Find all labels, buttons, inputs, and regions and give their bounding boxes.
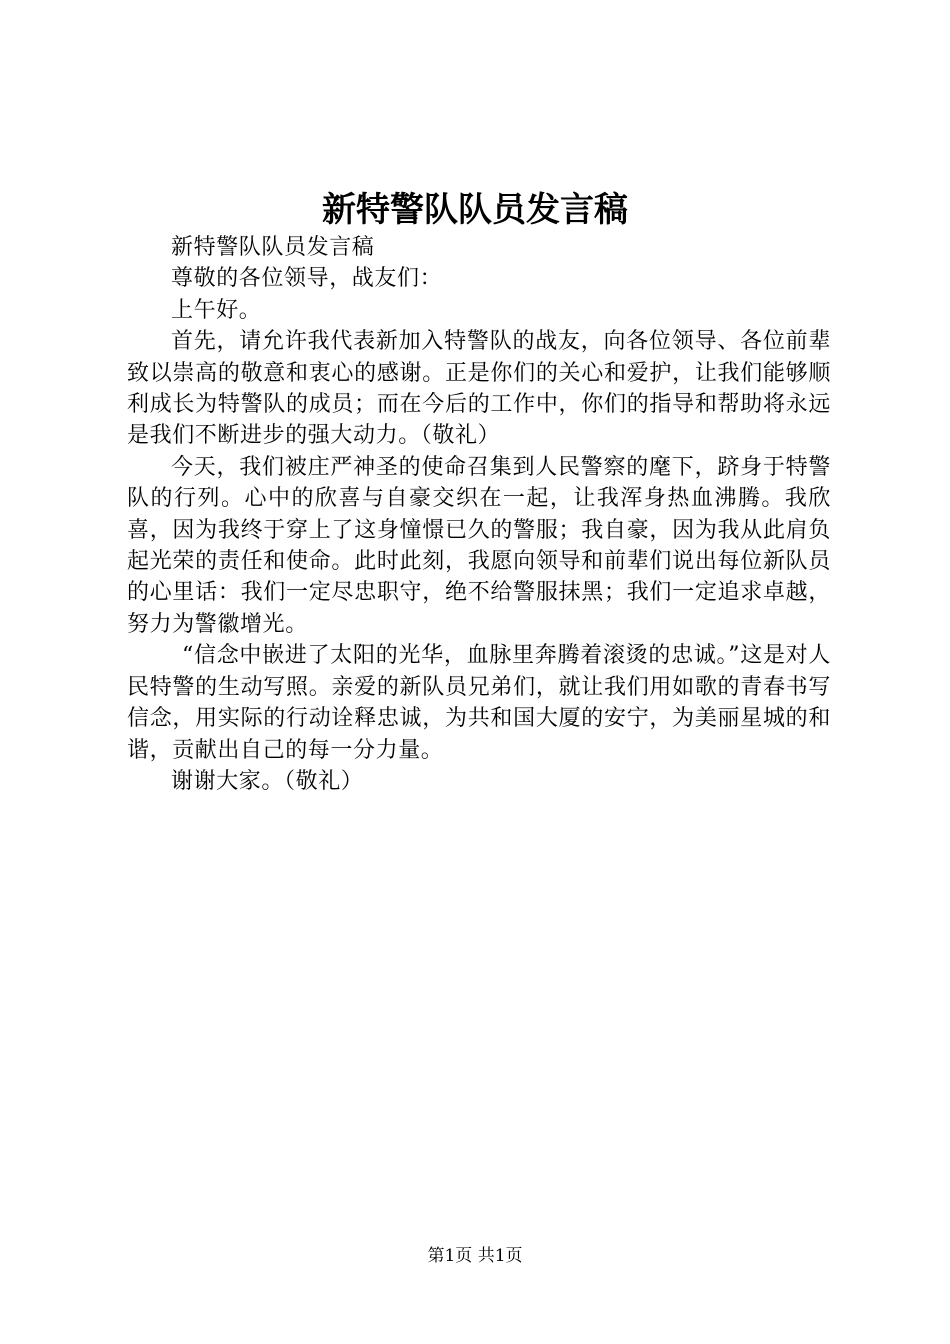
- paragraph-salutation: 尊敬的各位领导，战友们：: [171, 266, 443, 292]
- paragraph-today: 今天，我们被庄严神圣的使命召集到人民警察的麾下，跻身于特警队的行列。心中的欣喜与自豪交织在一起，让我浑身热血沸腾。我欣喜，因为我终于穿上了这身憧憬已久的警服；我自豪，因为我从此肩负起光荣的责任和使命。此时此刻，我愿向领导和前辈们说出每位新队员的心里话：我们一定尽忠职守，绝不给警服抹黑；我们一定追求卓越，努力为警徽增光。: [127, 454, 831, 637]
- document-title: 新特警队队员发言稿: [322, 190, 628, 230]
- paragraph-heading-repeat: 新特警队队员发言稿: [171, 235, 375, 260]
- paragraph-greeting: 上午好。: [171, 297, 262, 323]
- document-body: [127, 232, 831, 797]
- paragraph-closing: 谢谢大家。（敬礼）: [171, 768, 364, 794]
- page-number-footer: 第1页 共1页: [427, 1246, 523, 1266]
- paragraph-thanks: 首先，请允许我代表新加入特警队的战友，向各位领导、各位前辈致以崇高的敬意和衷心的感谢。正是你们的关心和爱护，让我们能够顺利成长为特警队的成员；而在今后的工作中，你们的指导和帮助将永远是我们不断进步的强大动力。（敬礼）: [127, 329, 831, 449]
- paragraph-quote: “信念中嵌进了太阳的光华，血脉里奔腾着滚烫的忠诚。”这是对人民特警的生动写照。亲爱的新队员兄弟们，就让我们用如歌的青春书写信念，用实际的行动诠释忠诚，为共和国大厦的安宁，为美丽星城的和谐，贡献出自己的每一分力量。: [127, 643, 831, 763]
